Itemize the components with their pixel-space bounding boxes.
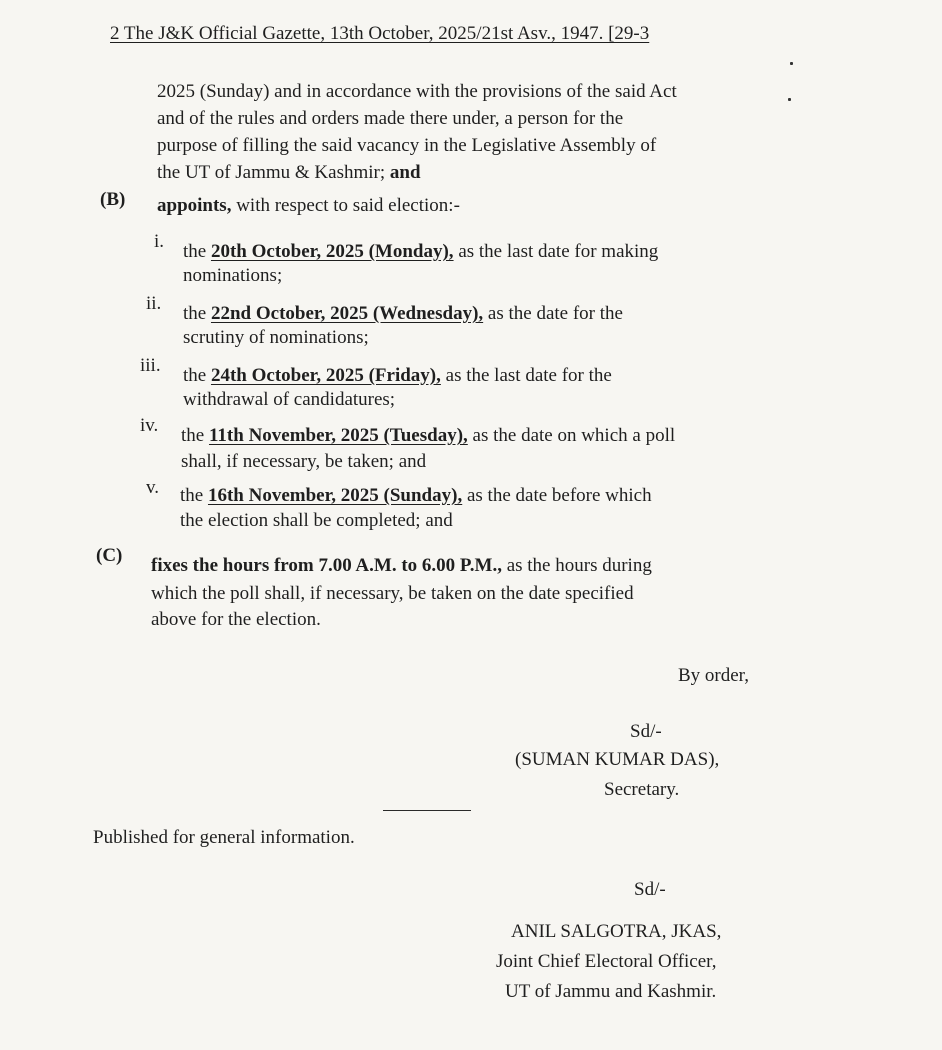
section-c-line-1: fixes the hours from 7.00 A.M. to 6.00 P.M., as the hours during [151,555,652,576]
item-date: 24th October, 2025 (Friday), [210,365,441,386]
signature-sd: Sd/- [630,721,662,742]
item-line-2: shall, if necessary, be taken; and [181,451,427,472]
scan-speck [790,62,793,65]
item-line: the 24th October, 2025 (Friday), as the last date for the [183,365,612,386]
section-c-line-2: which the poll shall, if necessary, be taken on the date specified [151,583,634,604]
item-date: 11th November, 2025 (Tuesday), [208,425,468,446]
section-b-heading: appoints, with respect to said election:- [157,195,460,216]
intro-line-4: the UT of Jammu & Kashmir; and [157,162,421,183]
signatory-name: (SUMAN KUMAR DAS), [515,749,720,770]
scan-speck [788,98,791,101]
section-c-line-3: above for the election. [151,609,321,630]
item-line-2: nominations; [183,265,283,286]
item-line: the 22nd October, 2025 (Wednesday), as the date for the [183,303,623,324]
officer-place: UT of Jammu and Kashmir. [505,981,717,1002]
item-line-2: scrutiny of nominations; [183,327,369,348]
item-line-2: the election shall be completed; and [180,510,453,531]
item-num: ii. [146,293,162,314]
item-line-2: withdrawal of candidatures; [183,389,396,410]
item-date: 16th November, 2025 (Sunday), [207,485,463,506]
by-order: By order, [678,665,749,686]
intro-line-1: 2025 (Sunday) and in accordance with the provisions of the said Act [157,81,677,102]
section-divider [383,810,471,811]
running-head: 2 The J&K Official Gazette, 13th October, 2025/21st Asv., 1947. [29-3 [110,23,650,44]
item-line: the 16th November, 2025 (Sunday), as the date before which [180,485,652,506]
item-num: v. [146,477,160,498]
officer-name: ANIL SALGOTRA, JKAS, [511,921,722,942]
item-num: i. [154,231,165,252]
item-num: iii. [140,355,161,376]
intro-and: and [389,162,421,183]
item-line: the 20th October, 2025 (Monday), as the last date for making [183,241,659,262]
intro-line-3: purpose of filling the said vacancy in the Legislative Assembly of [157,135,657,156]
published-note: Published for general information. [93,827,355,848]
intro-line-2: and of the rules and orders made there under, a person for the [157,108,624,129]
item-line: the 11th November, 2025 (Tuesday), as the date on which a poll [181,425,676,446]
section-c-label: (C) [96,545,123,566]
item-num: iv. [140,415,159,436]
item-date: 22nd October, 2025 (Wednesday), [210,303,484,324]
section-b-label: (B) [100,189,126,210]
item-date: 20th October, 2025 (Monday), [210,241,454,262]
officer-designation: Joint Chief Electoral Officer, [496,951,717,972]
signatory-designation: Secretary. [604,779,680,800]
signature-sd: Sd/- [634,879,666,900]
